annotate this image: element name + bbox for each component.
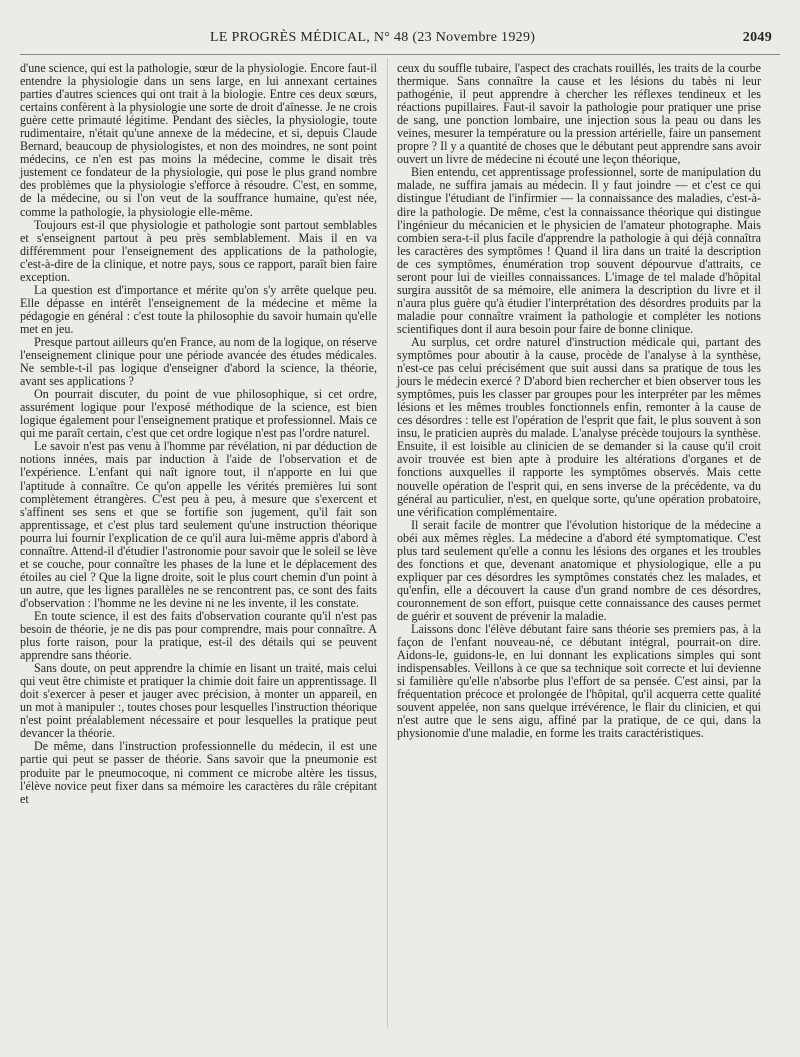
- paragraph: Presque partout ailleurs qu'en France, au nom de la logique, on réserve l'enseignement clinique pour une période avancée des études médicales. Ne semble-t-il pas logique d'enseigner d'abord la science, la théorie, avant ses applications ?: [20, 334, 377, 389]
- paragraph: De même, dans l'instruction professionnelle du médecin, il est une partie qui peut se passer de théorie. Sans savoir que la pneumonie est produite par le pneumocoque, ni comment ce microbe altère les tissus, l'élève novice peut fixer dans sa mémoire les caractères du râle crépitant et: [20, 739, 377, 806]
- running-header: [20, 30, 780, 52]
- paragraph: En toute science, il est des faits d'observation courante qu'il n'est pas besoin de théorie, je ne dis pas pour comprendre, mais pour connaître. A plus forte raison, pour la pratique, est-il des détails qui se peuvent apprendre sans théorie.: [20, 608, 377, 663]
- header-rule: [20, 54, 780, 55]
- paragraph: Laissons donc l'élève débutant faire sans théorie ses premiers pas, à la façon de l'enfant nouveau-né, ce débutant intégral, pourrait-on dire. Aidons-le, guidons-le, en lui donnant les explications simples qui sont indispensables. Veillons à ce que sa technique soit correcte et lui devienne si familière qu'elle n'absorbe plus l'effort de sa pensée. C'est ainsi, par la fréquentation précoce et prolongée de l'hôpital, qu'il acquerra cette qualité souvent appelée, non sans quelque irrévérence, le flair du clinicien, et qui n'est autre que le sens aigu, affiné par la pratique, de ce qui, dans la physionomie d'une maladie, en forme les traits caractéristiques.: [397, 622, 761, 741]
- running-title: LE PROGRÈS MÉDICAL, N° 48 (23 Novembre 1929): [210, 30, 536, 45]
- paragraph: ceux du souffle tubaire, l'aspect des crachats rouillés, les traits de la courbe thermique. Sans connaître la cause et les lésions du tabès ni leur pathogénie, il peut apprendre à chercher les réflexes tendineux et les réactions pupillaires. Faut-il savoir la pathologie pour pratiquer une prise de sang, une ponction lombaire, une injection sous la peau ou dans les veines, mesurer la température ou la pression artérielle, faire un pansement propre ? Il y a quantité de choses que le débutant peut apprendre sans avoir ouvert un livre de médecine ni écouté une leçon théorique,: [397, 61, 761, 167]
- paragraph: On pourrait discuter, du point de vue philosophique, si cet ordre, assurément logique pour l'exposé méthodique de la science, est bien logique également pour l'enseignement pratique et professionnel. Mais ce qui me paraît certain, c'est que cet ordre logique n'est pas l'ordre naturel.: [20, 387, 377, 441]
- page-number: 2049: [742, 30, 772, 45]
- paragraph: La question est d'importance et mérite qu'on s'y arrête quelque peu. Elle dépasse en intérêt l'enseignement de la médecine et même la pédagogie en général : c'est toute la philosophie du savoir humain qu'elle met en jeu.: [20, 282, 377, 336]
- paragraph: d'une science, qui est la pathologie, sœur de la physiologie. Encore faut-il entendre la physiologie dans un sens large, en lui annexant certaines parties d'autres sciences qui ont trait à la biologie. Entre ces deux sœurs, certains confèrent à la physiologie une sorte de droit d'aînesse. Je ne crois guère cette primauté légitime. Pendant des siècles, la physiologie, toute rudimentaire, n'était qu'une annexe de la médecine, et si, depuis Claude Bernard, beaucoup de physiologistes, et non des moindres, ne sont point médecins, ce n'en est pas moins la médecine, comme le disait très justement ce fondateur de la physiologie, qui pose le plus grand nombre des problèmes que la physiologie s'efforce à résoudre. C'est, en somme, de la médecine, ou si l'on veut de la souffrance humaine, qu'est née, comme la pathologie, la physiologie elle-même.: [20, 61, 377, 219]
- paragraph: Au surplus, cet ordre naturel d'instruction médicale qui, partant des symptômes pour aboutir à la cause, procède de l'analyse à la synthèse, n'est-ce pas celui précisément que suit aussi dans sa pratique de tous les jours le médecin exercé ? D'abord bien rechercher et bien observer tous les symptômes, puis les classer par groupes pour les interpréter par les mêmes lésions et les mêmes troubles fonctionnels enfin, remonter à la cause de ces désordres : telle est l'opération de l'esprit que fait, le plus souvent à son insu, le praticien auprès du malade. L'analyse précède toujours la synthèse. Ensuite, il est loisible au clinicien de se demander si la cause qu'il croit avoir trouvée est bien apte à produire les altérations d'organes et de fonctions auxquelles il rapporte les symptômes observés. Mais cette nouvelle opération de l'esprit qui, en sens inverse de la précédente, va du général au particulier, n'est, en quelque sorte, qu'une opération probatoire, une vérification complémentaire.: [397, 334, 761, 519]
- paragraph: Bien entendu, cet apprentissage professionnel, sorte de manipulation du malade, ne suffira jamais au médecin. Il y faut joindre — et c'est ce qui distingue l'étudiant de l'infirmier — la connaissance des maladies, c'est-à-dire la pathologie. De même, c'est la connaissance théorique qui distingue l'ingénieur du mécanicien et le physicien de l'amateur photographe. Mais combien sera-t-il plus facile d'apprendre la pathologie à qui déjà connaîtra les caractères des symptômes ! Quand il lira dans un traité la description de ces symptômes, énumération trop souvent dépourvue d'attraits, ce seront pour lui de vieilles connaissances. L'image de tel malade d'hôpital surgira aussitôt de sa mémoire, elle animera la description du livre et il n'aura plus guère qu'à étudier l'interprétation des désordres produits par la maladie pour connaître vraiment la pathologie et compléter les notions scientifiques dont il aura besoin pour faire de bonne clinique.: [397, 165, 761, 336]
- left-column: [20, 62, 377, 806]
- column-divider: [387, 58, 388, 1028]
- right-column: [397, 62, 761, 740]
- paragraph: Sans doute, on peut apprendre la chimie en lisant un traité, mais celui qui veut être chimiste et pratiquer la chimie doit faire un apprentissage. Il doit s'exercer à peser et jauger avec précision, à monter un appareil, en un mot à manipuler :, toutes choses pour lesquelles l'instruction théorique n'est point préalablement nécessaire et pour lesquelles la pratique peut devancer la théorie.: [20, 661, 377, 741]
- paragraph: Toujours est-il que physiologie et pathologie sont partout semblables et s'enseignent partout à peu près semblablement. Mais il en va différemment pour l'enseignement des applications de la pathologie, c'est-à-dire de la clinique, et notre pays, sous ce rapport, paraît bien faire exception.: [20, 217, 377, 284]
- paragraph: Le savoir n'est pas venu à l'homme par révélation, ni par déduction de notions innées, mais par induction à l'aide de l'observation et de l'expérience. L'enfant qui naît ignore tout, il n'apporte en lui que l'aptitude à connaître. Ce qu'on appelle les vérités premières lui sont complètement étrangères. C'est peu à peu, à mesure que s'exercent et s'affinent ses sens et que se fortifie son jugement, qu'il fait son apprentissage, et c'est plus tard seulement qu'une instruction théorique pourra lui fournir l'explication de ce qu'il aura lui-même appris d'abord à connaître. Attend-il d'étudier l'astronomie pour savoir que le soleil se lève et se couche, pour connaître les phases de la lune et le déplacement des étoiles au ciel ? Que la ligne droite, soit le plus court chemin d'un point à un autre, que les lignes parallèles ne se rencontrent pas, ce sont des faits d'observation : l'homme ne les devine ni ne les invente, il les constate.: [20, 439, 377, 610]
- paragraph: Il serait facile de montrer que l'évolution historique de la médecine a obéi aux mêmes règles. La médecine a d'abord été symptomatique. C'est plus tard seulement qu'elle a connu les lésions des organes et les troubles des fonctions et que, devenant anatomique et physiologique, elle a pu expliquer par ces désordres les symptômes constatés chez les malades, et qu'enfin, elle a découvert la cause d'un grand nombre de ces désordres, couronnement de son effort, puisque cette connaissance des causes permet de guérir et souvent de prévenir la maladie.: [397, 517, 761, 623]
